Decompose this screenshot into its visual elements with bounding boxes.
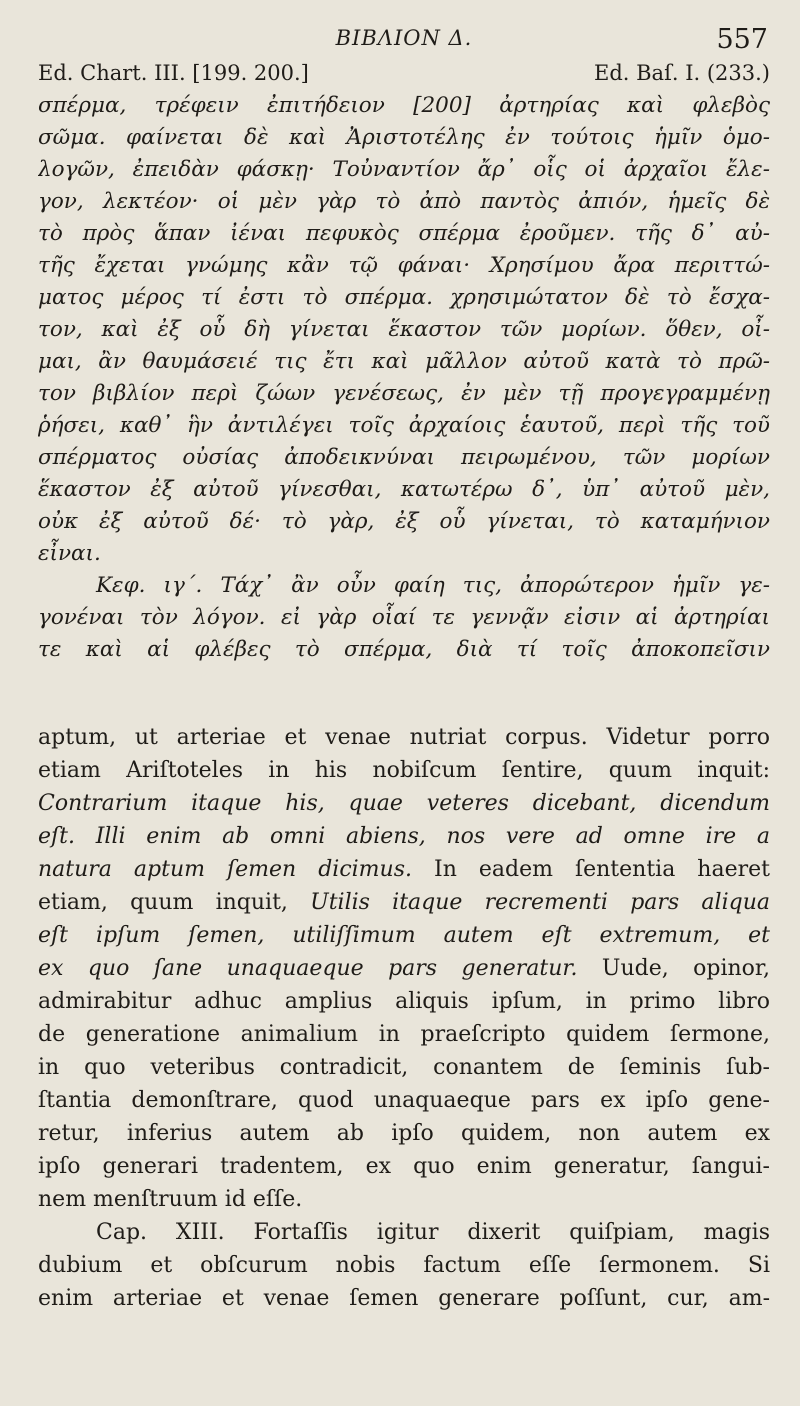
greek-line: ἕκαστον ἐξ αὐτοῦ γίνεσθαι, κατωτέρω δ᾽, ὑπ᾽ αὐτοῦ μὲν, xyxy=(38,477,770,502)
running-head xyxy=(38,0,770,58)
greek-line: σπέρμα, τρέφειν ἐπιτήδειον [200] ἀρτηρίας καὶ φλεβὸς xyxy=(38,93,770,118)
latin-run: etiam, quum inquit, xyxy=(38,890,311,915)
greek-line: σπέρματος οὐσίας ἀποδεικνύναι πειρωμένου, τῶν μορίων xyxy=(38,445,770,470)
greek-line: εἶναι. xyxy=(38,541,101,566)
latin-line: admirabitur adhuc amplius aliquis ipſum, in primo libro xyxy=(38,989,770,1014)
latin-text-block xyxy=(38,721,770,1315)
latin-line: enim arteriae et venae ſemen generare poſſunt, cur, am- xyxy=(38,1286,770,1311)
greek-chapter-heading-line: Κεφ. ιγ΄. Τάχ᾽ ἂν οὖν φαίη τις, ἀπορώτερον ἡμῖν γε- xyxy=(96,573,770,598)
latin-line: retur, inferius autem ab ipſo quidem, non autem ex xyxy=(38,1121,770,1146)
latin-line: in quo veteribus contradicit, conantem de ſeminis ſub- xyxy=(38,1055,770,1080)
greek-line: τῆς ἔχεται γνώμης κἂν τῷ φάναι· Χρησίμου ἄρα περιττώ- xyxy=(38,253,770,278)
latin-run: Uude, opinor, xyxy=(577,956,770,981)
latin-line: eſt ipſum ſemen, utiliſſimum autem eſt extremum, et xyxy=(38,923,770,948)
latin-line: ipſo generari tradentem, ex quo enim generatur, ſangui- xyxy=(38,1154,770,1179)
latin-quote: ex quo ſane unaquaeque pars generatur. xyxy=(38,956,578,981)
greek-line: τον, καὶ ἐξ οὗ δὴ γίνεται ἕκαστον τῶν μορίων. ὅθεν, οἶ- xyxy=(38,317,770,342)
greek-line: γον, λεκτέον· οἱ μὲν γὰρ τὸ ἀπὸ παντὸς ἀπιόν, ἡμεῖς δὲ xyxy=(38,189,770,214)
latin-line: dubium et obſcurum nobis factum eſſe ſermonem. Si xyxy=(38,1253,770,1278)
latin-line xyxy=(38,952,770,985)
latin-line xyxy=(38,853,770,886)
latin-line: eſt. Illi enim ab omni abiens, nos vere ad omne ire a xyxy=(38,824,770,849)
edition-reference-line xyxy=(38,58,770,88)
latin-run: In eadem ſententia haeret xyxy=(412,857,770,882)
running-title: ΒΙΒΛΙΟΝ Δ. xyxy=(335,26,473,50)
greek-line: τὸ πρὸς ἅπαν ἰέναι πεφυκὸς σπέρμα ἐροῦμεν. τῆς δ᾽ αὐ- xyxy=(38,221,770,246)
latin-line xyxy=(38,886,770,919)
latin-quote: Utilis itaque recrementi pars aliqua xyxy=(310,890,770,915)
latin-line: ſtantia demonſtrare, quod unaquaeque pars ex ipſo gene- xyxy=(38,1088,770,1113)
latin-quote: natura aptum ſemen dicimus. xyxy=(38,857,412,882)
greek-line: τον βιβλίον περὶ ζώων γενέσεως, ἐν μὲν τῇ προγεγραμμένῃ xyxy=(38,381,770,406)
latin-line: aptum, ut arteriae et venae nutriat corpus. Videtur porro xyxy=(38,725,770,750)
page-number: 557 xyxy=(716,24,768,55)
greek-line: ματος μέρος τί ἐστι τὸ σπέρμα. χρησιμώτατον δὲ τὸ ἔσχα- xyxy=(38,285,770,310)
edition-right: Ed. Baſ. I. (233.) xyxy=(594,61,770,85)
greek-line: οὐκ ἐξ αὐτοῦ δέ· τὸ γὰρ, ἐξ οὗ γίνεται, τὸ καταμήνιον xyxy=(38,509,770,534)
greek-text-block xyxy=(38,90,770,666)
latin-line: etiam Ariſtoteles in his nobiſcum ſentire, quum inquit: xyxy=(38,758,770,783)
latin-line: de generatione animalium in praeſcripto quidem ſermone, xyxy=(38,1022,770,1047)
latin-line: Contrarium itaque his, quae veteres dicebant, dicendum xyxy=(38,791,770,816)
section-gap xyxy=(38,666,770,721)
greek-line: μαι, ἂν θαυμάσειέ τις ἔτι καὶ μᾶλλον αὐτοῦ κατὰ τὸ πρῶ- xyxy=(38,349,770,374)
greek-line: γονέναι τὸν λόγον. εἰ γὰρ οἷαί τε γεννᾷν εἰσιν αἱ ἀρτηρίαι xyxy=(38,605,770,630)
latin-chapter-heading-line: Cap. XIII. Fortaſſis igitur dixerit quiſpiam, magis xyxy=(96,1220,770,1245)
greek-line: σῶμα. φαίνεται δὲ καὶ Ἀριστοτέλης ἐν τούτοις ἡμῖν ὁμο- xyxy=(38,125,770,150)
latin-line: nem menſtruum id eſſe. xyxy=(38,1187,303,1212)
greek-line: τε καὶ αἱ φλέβες τὸ σπέρμα, διὰ τί τοῖς ἀποκοπεῖσιν xyxy=(38,637,770,662)
edition-left: Ed. Chart. III. [199. 200.] xyxy=(38,61,309,85)
greek-line: λογῶν, ἐπειδὰν φάσκῃ· Τοὐναντίον ἄρ᾽ οἷς οἱ ἀρχαῖοι ἔλε- xyxy=(38,157,770,182)
greek-line: ῥήσει, καθ᾽ ἣν ἀντιλέγει τοῖς ἀρχαίοις ἑαυτοῦ, περὶ τῆς τοῦ xyxy=(38,413,770,438)
